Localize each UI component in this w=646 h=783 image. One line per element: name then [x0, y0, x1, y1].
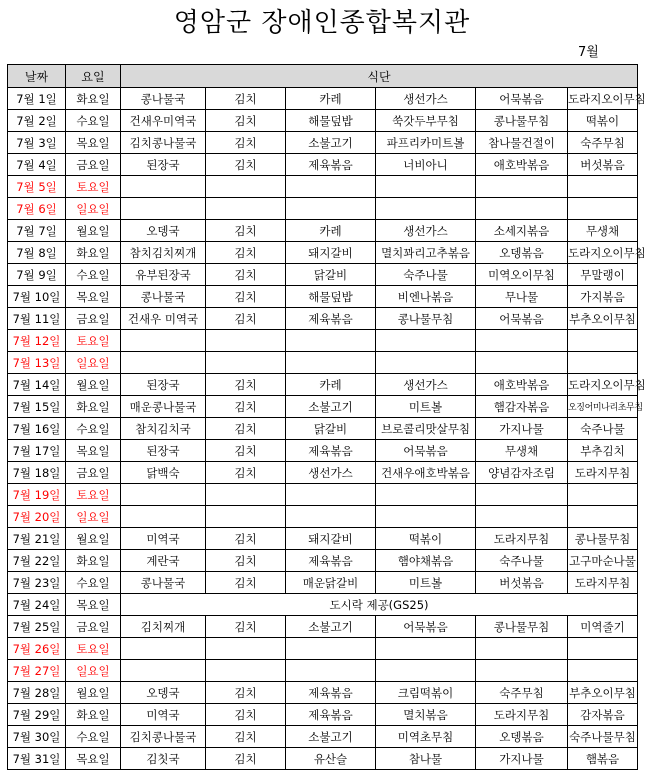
- day-cell: 일요일: [66, 198, 121, 220]
- menu-cell: 떡볶이: [568, 110, 638, 132]
- menu-cell: 양념감자조림: [476, 462, 568, 484]
- empty-cell: [206, 330, 286, 352]
- empty-cell: [376, 176, 476, 198]
- menu-cell: 무생채: [568, 220, 638, 242]
- menu-cell: 김치: [206, 418, 286, 440]
- empty-cell: [568, 198, 638, 220]
- day-cell: 목요일: [66, 594, 121, 616]
- empty-cell: [568, 506, 638, 528]
- day-cell: 토요일: [66, 330, 121, 352]
- table-row: [8, 88, 638, 110]
- menu-cell: 닭갈비: [286, 418, 376, 440]
- day-cell: 목요일: [66, 440, 121, 462]
- table-row: [8, 484, 638, 506]
- menu-cell: 감자볶음: [568, 704, 638, 726]
- date-cell: 7월 2일: [8, 110, 66, 132]
- menu-cell: 도라지무침: [476, 704, 568, 726]
- date-cell: 7월 10일: [8, 286, 66, 308]
- menu-cell: 소불고기: [286, 616, 376, 638]
- empty-cell: [376, 506, 476, 528]
- menu-cell: 도라지무침: [568, 462, 638, 484]
- day-cell: 금요일: [66, 308, 121, 330]
- menu-cell: 오뎅볶음: [476, 242, 568, 264]
- date-cell: 7월 11일: [8, 308, 66, 330]
- table-row: [8, 660, 638, 682]
- empty-cell: [476, 660, 568, 682]
- menu-cell: 미역초무침: [376, 726, 476, 748]
- menu-cell: 도라지오이무침: [568, 88, 638, 110]
- menu-cell: 김치: [206, 242, 286, 264]
- menu-cell: 숙주나물: [476, 550, 568, 572]
- menu-cell: 김치: [206, 528, 286, 550]
- empty-cell: [286, 506, 376, 528]
- menu-cell: 김칫국: [121, 748, 206, 770]
- menu-cell: 멸치꽈리고추볶음: [376, 242, 476, 264]
- table-row: [8, 528, 638, 550]
- date-cell: 7월 1일: [8, 88, 66, 110]
- menu-cell: 소불고기: [286, 726, 376, 748]
- date-cell: 7월 5일: [8, 176, 66, 198]
- menu-cell: 햄볶음: [568, 748, 638, 770]
- table-row: [8, 550, 638, 572]
- menu-cell: 카레: [286, 374, 376, 396]
- date-cell: 7월 29일: [8, 704, 66, 726]
- empty-cell: [206, 506, 286, 528]
- day-cell: 수요일: [66, 572, 121, 594]
- menu-cell: 생선가스: [286, 462, 376, 484]
- empty-cell: [376, 352, 476, 374]
- menu-cell: 가지볶음: [568, 286, 638, 308]
- menu-cell: 김치: [206, 748, 286, 770]
- date-cell: 7월 28일: [8, 682, 66, 704]
- date-cell: 7월 16일: [8, 418, 66, 440]
- menu-cell: 계란국: [121, 550, 206, 572]
- date-cell: 7월 6일: [8, 198, 66, 220]
- menu-cell: 김치콩나물국: [121, 726, 206, 748]
- table-row: [8, 462, 638, 484]
- day-cell: 금요일: [66, 154, 121, 176]
- table-row: [8, 198, 638, 220]
- menu-cell: 오뎅국: [121, 682, 206, 704]
- empty-cell: [121, 506, 206, 528]
- menu-cell: 크림떡볶이: [376, 682, 476, 704]
- day-cell: 토요일: [66, 176, 121, 198]
- menu-cell: 부추오이무침: [568, 308, 638, 330]
- menu-cell: 쑥갓두부무침: [376, 110, 476, 132]
- menu-cell: 소세지볶음: [476, 220, 568, 242]
- menu-cell: 너비아니: [376, 154, 476, 176]
- menu-cell: 브로콜리맛살무침: [376, 418, 476, 440]
- menu-cell: 어묵볶음: [376, 440, 476, 462]
- menu-cell: 참나물건절이: [476, 132, 568, 154]
- menu-cell: 콩나물무침: [476, 616, 568, 638]
- menu-cell: 햄감자볶음: [476, 396, 568, 418]
- empty-cell: [376, 638, 476, 660]
- date-header: 날짜: [8, 65, 66, 88]
- table-row: [8, 132, 638, 154]
- menu-cell: 김치: [206, 308, 286, 330]
- empty-cell: [568, 660, 638, 682]
- empty-cell: [286, 198, 376, 220]
- date-cell: 7월 24일: [8, 594, 66, 616]
- day-header: 요일: [66, 65, 121, 88]
- table-row: [8, 374, 638, 396]
- empty-cell: [121, 484, 206, 506]
- menu-cell: 제육볶음: [286, 704, 376, 726]
- date-cell: 7월 7일: [8, 220, 66, 242]
- empty-cell: [476, 330, 568, 352]
- day-cell: 화요일: [66, 550, 121, 572]
- menu-cell: 김치: [206, 286, 286, 308]
- menu-cell: 숙주무침: [568, 132, 638, 154]
- menu-cell: 김치: [206, 616, 286, 638]
- menu-cell: 제육볶음: [286, 440, 376, 462]
- menu-cell: 부추오이무침: [568, 682, 638, 704]
- day-cell: 목요일: [66, 132, 121, 154]
- date-cell: 7월 9일: [8, 264, 66, 286]
- empty-cell: [286, 330, 376, 352]
- menu-cell: 가지나물: [476, 748, 568, 770]
- table-row: [8, 154, 638, 176]
- menu-cell: 닭백숙: [121, 462, 206, 484]
- day-cell: 월요일: [66, 528, 121, 550]
- menu-cell: 버섯볶음: [568, 154, 638, 176]
- menu-cell: 소불고기: [286, 132, 376, 154]
- menu-cell: 김치: [206, 396, 286, 418]
- day-cell: 목요일: [66, 748, 121, 770]
- menu-cell: 제육볶음: [286, 154, 376, 176]
- day-cell: 수요일: [66, 264, 121, 286]
- menu-cell: 무생채: [476, 440, 568, 462]
- day-cell: 금요일: [66, 616, 121, 638]
- empty-cell: [286, 484, 376, 506]
- menu-cell: 어묵볶음: [476, 88, 568, 110]
- menu-cell: 콩나물국: [121, 572, 206, 594]
- empty-cell: [568, 176, 638, 198]
- menu-cell: 김치: [206, 110, 286, 132]
- empty-cell: [121, 638, 206, 660]
- header-row: [8, 65, 638, 88]
- menu-cell: 숙주나물: [376, 264, 476, 286]
- menu-cell: 김치: [206, 374, 286, 396]
- empty-cell: [476, 506, 568, 528]
- day-cell: 수요일: [66, 418, 121, 440]
- date-cell: 7월 25일: [8, 616, 66, 638]
- menu-cell: 미역오이무침: [476, 264, 568, 286]
- empty-cell: [206, 352, 286, 374]
- menu-cell: 해물덮밥: [286, 110, 376, 132]
- menu-cell: 돼지갈비: [286, 242, 376, 264]
- empty-cell: [568, 352, 638, 374]
- empty-cell: [376, 484, 476, 506]
- menu-cell: 고구마순나물: [568, 550, 638, 572]
- day-cell: 토요일: [66, 484, 121, 506]
- empty-cell: [206, 638, 286, 660]
- table-row: [8, 726, 638, 748]
- menu-cell: 오뎅볶음: [476, 726, 568, 748]
- menu-cell: 참치김치찌개: [121, 242, 206, 264]
- menu-cell: 카레: [286, 88, 376, 110]
- page-title: 영암군 장애인종합복지관: [173, 8, 471, 38]
- empty-cell: [286, 660, 376, 682]
- date-cell: 7월 17일: [8, 440, 66, 462]
- empty-cell: [206, 176, 286, 198]
- empty-cell: [206, 660, 286, 682]
- menu-cell: 도라지무침: [568, 572, 638, 594]
- month-label: 7월: [578, 45, 599, 60]
- table-row: [8, 572, 638, 594]
- day-cell: 금요일: [66, 462, 121, 484]
- table-row: [8, 242, 638, 264]
- day-cell: 화요일: [66, 704, 121, 726]
- menu-cell: 어묵볶음: [376, 616, 476, 638]
- menu-cell: 생선가스: [376, 374, 476, 396]
- menu-cell: 생선가스: [376, 88, 476, 110]
- menu-cell: 유부된장국: [121, 264, 206, 286]
- table-row: [8, 308, 638, 330]
- date-cell: 7월 15일: [8, 396, 66, 418]
- date-cell: 7월 23일: [8, 572, 66, 594]
- day-cell: 화요일: [66, 88, 121, 110]
- special-menu-cell: 도시락 제공(GS25): [121, 594, 638, 616]
- menu-cell: 멸치볶음: [376, 704, 476, 726]
- empty-cell: [286, 638, 376, 660]
- table-row: [8, 286, 638, 308]
- menu-cell: 김치: [206, 154, 286, 176]
- menu-cell: 김치: [206, 88, 286, 110]
- day-cell: 일요일: [66, 660, 121, 682]
- menu-cell: 김치: [206, 220, 286, 242]
- empty-cell: [476, 198, 568, 220]
- day-cell: 일요일: [66, 506, 121, 528]
- day-cell: 화요일: [66, 396, 121, 418]
- empty-cell: [121, 198, 206, 220]
- meal-table: [7, 64, 646, 770]
- empty-cell: [568, 638, 638, 660]
- table-row: [8, 616, 638, 638]
- empty-cell: [286, 352, 376, 374]
- menu-cell: 김치: [206, 440, 286, 462]
- menu-cell: 부추김치: [568, 440, 638, 462]
- day-cell: 일요일: [66, 352, 121, 374]
- date-cell: 7월 18일: [8, 462, 66, 484]
- menu-cell: 미역줄기: [568, 616, 638, 638]
- menu-cell: 참치김치국: [121, 418, 206, 440]
- date-cell: 7월 12일: [8, 330, 66, 352]
- table-row: [8, 704, 638, 726]
- menu-cell: 건새우미역국: [121, 110, 206, 132]
- menu-cell: 콩나물국: [121, 286, 206, 308]
- date-cell: 7월 20일: [8, 506, 66, 528]
- day-cell: 월요일: [66, 220, 121, 242]
- empty-cell: [568, 484, 638, 506]
- menu-cell: 김치: [206, 704, 286, 726]
- menu-cell: 파프리카미트볼: [376, 132, 476, 154]
- menu-cell: 숙주무침: [476, 682, 568, 704]
- menu-cell: 숙주나물: [568, 418, 638, 440]
- menu-cell: 비엔나볶음: [376, 286, 476, 308]
- table-row: [8, 352, 638, 374]
- menu-cell: 미역국: [121, 528, 206, 550]
- day-cell: 월요일: [66, 682, 121, 704]
- menu-cell: 미트볼: [376, 572, 476, 594]
- menu-cell: 버섯볶음: [476, 572, 568, 594]
- menu-cell: 제육볶음: [286, 550, 376, 572]
- menu-cell: 콩나물국: [121, 88, 206, 110]
- empty-cell: [376, 330, 476, 352]
- menu-cell: 김치: [206, 550, 286, 572]
- table-body: [8, 88, 646, 770]
- menu-header: 식단: [121, 65, 638, 88]
- empty-cell: [121, 660, 206, 682]
- menu-cell: 매운닭갈비: [286, 572, 376, 594]
- menu-cell: 해물덮밥: [286, 286, 376, 308]
- table-row: [8, 176, 638, 198]
- menu-cell: 김치콩나물국: [121, 132, 206, 154]
- day-cell: 목요일: [66, 286, 121, 308]
- menu-cell: 오뎅국: [121, 220, 206, 242]
- date-cell: 7월 19일: [8, 484, 66, 506]
- menu-cell: 제육볶음: [286, 682, 376, 704]
- day-cell: 수요일: [66, 110, 121, 132]
- date-cell: 7월 31일: [8, 748, 66, 770]
- date-cell: 7월 30일: [8, 726, 66, 748]
- menu-cell: 김치: [206, 264, 286, 286]
- date-cell: 7월 13일: [8, 352, 66, 374]
- empty-cell: [476, 638, 568, 660]
- menu-cell: 닭갈비: [286, 264, 376, 286]
- menu-cell: 돼지갈비: [286, 528, 376, 550]
- date-cell: 7월 14일: [8, 374, 66, 396]
- menu-cell: 도라지오이무침: [568, 374, 638, 396]
- table-row: [8, 748, 638, 770]
- menu-cell: 콩나물무침: [376, 308, 476, 330]
- menu-cell: 미트볼: [376, 396, 476, 418]
- table-row: [8, 506, 638, 528]
- empty-cell: [476, 176, 568, 198]
- menu-cell: 유산슬: [286, 748, 376, 770]
- table-row: [8, 330, 638, 352]
- empty-cell: [476, 484, 568, 506]
- empty-cell: [121, 176, 206, 198]
- day-cell: 토요일: [66, 638, 121, 660]
- menu-cell: 가지나물: [476, 418, 568, 440]
- menu-cell: 떡볶이: [376, 528, 476, 550]
- day-cell: 수요일: [66, 726, 121, 748]
- empty-cell: [206, 484, 286, 506]
- menu-cell: 생선가스: [376, 220, 476, 242]
- menu-cell: 참나물: [376, 748, 476, 770]
- menu-cell: 김치: [206, 572, 286, 594]
- date-cell: 7월 27일: [8, 660, 66, 682]
- menu-cell: 도라지무침: [476, 528, 568, 550]
- menu-cell: 애호박볶음: [476, 374, 568, 396]
- date-cell: 7월 4일: [8, 154, 66, 176]
- menu-cell: 김치찌개: [121, 616, 206, 638]
- table-row: [8, 264, 638, 286]
- menu-cell: 매운콩나물국: [121, 396, 206, 418]
- menu-cell: 햄야채볶음: [376, 550, 476, 572]
- menu-cell: 콩나물무침: [476, 110, 568, 132]
- date-cell: 7월 22일: [8, 550, 66, 572]
- table-row: [8, 594, 638, 616]
- empty-cell: [206, 198, 286, 220]
- menu-cell: 김치: [206, 132, 286, 154]
- table-row: [8, 440, 638, 462]
- menu-cell: 도라지오이무침: [568, 242, 638, 264]
- menu-cell: 된장국: [121, 440, 206, 462]
- date-cell: 7월 3일: [8, 132, 66, 154]
- day-cell: 화요일: [66, 242, 121, 264]
- menu-cell: 된장국: [121, 154, 206, 176]
- menu-cell: 건새우애호박볶음: [376, 462, 476, 484]
- menu-cell: 카레: [286, 220, 376, 242]
- empty-cell: [121, 330, 206, 352]
- menu-cell: 애호박볶음: [476, 154, 568, 176]
- menu-cell: 된장국: [121, 374, 206, 396]
- date-cell: 7월 26일: [8, 638, 66, 660]
- table-row: [8, 396, 638, 418]
- menu-cell: 어묵볶음: [476, 308, 568, 330]
- table-row: [8, 682, 638, 704]
- menu-cell: 김치: [206, 682, 286, 704]
- menu-cell: 무나물: [476, 286, 568, 308]
- menu-cell: 소불고기: [286, 396, 376, 418]
- menu-cell: 미역국: [121, 704, 206, 726]
- menu-cell: 숙주나물무침: [568, 726, 638, 748]
- menu-cell: 김치: [206, 462, 286, 484]
- day-cell: 월요일: [66, 374, 121, 396]
- menu-cell: 콩나물무침: [568, 528, 638, 550]
- empty-cell: [121, 352, 206, 374]
- date-cell: 7월 8일: [8, 242, 66, 264]
- empty-cell: [476, 352, 568, 374]
- empty-cell: [286, 176, 376, 198]
- empty-cell: [568, 330, 638, 352]
- empty-cell: [376, 660, 476, 682]
- table-row: [8, 638, 638, 660]
- menu-cell: 무말랭이: [568, 264, 638, 286]
- table-row: [8, 418, 638, 440]
- menu-cell: 제육볶음: [286, 308, 376, 330]
- empty-cell: [376, 198, 476, 220]
- menu-cell: 김치: [206, 726, 286, 748]
- menu-cell: 오징어미나리초무침: [568, 396, 638, 418]
- table-row: [8, 110, 638, 132]
- table-row: [8, 220, 638, 242]
- date-cell: 7월 21일: [8, 528, 66, 550]
- menu-cell: 건새우 미역국: [121, 308, 206, 330]
